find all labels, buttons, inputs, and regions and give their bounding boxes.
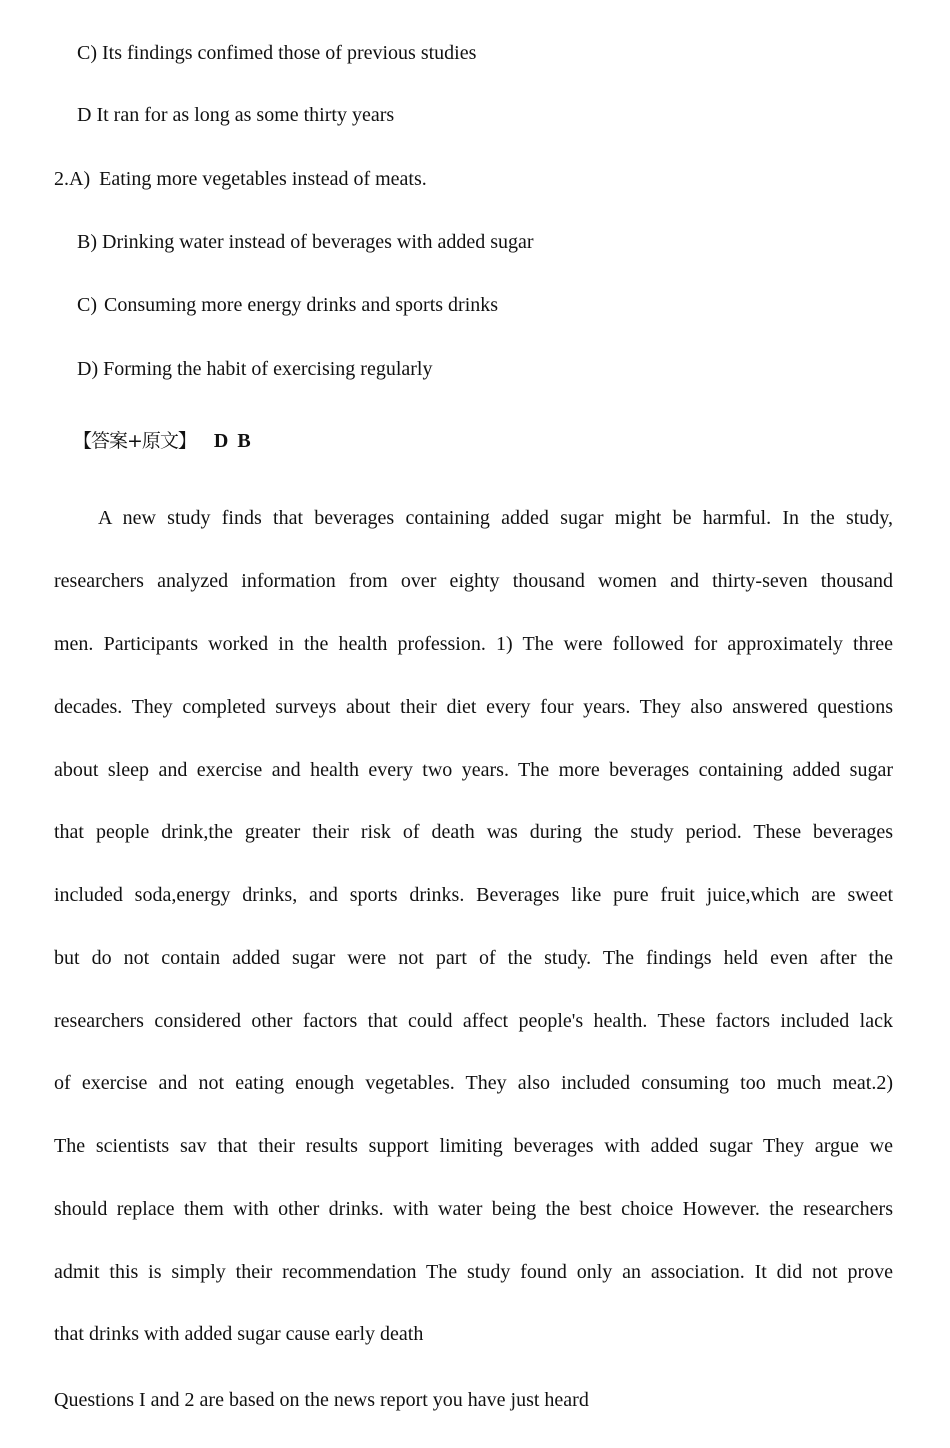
option-label: C) — [77, 294, 97, 316]
passage-line: researchers analyzed information from over eighty thousand women and thirty-seven thousand — [54, 570, 893, 592]
q2-option-c — [77, 293, 498, 317]
passage-line: should replace them with other drinks. with water being the best choice However. the researchers — [54, 1198, 893, 1220]
passage-line: The scientists sav that their results support limiting beverages with added sugar They argue we — [54, 1135, 893, 1157]
q1-option-d — [77, 103, 394, 127]
option-text: Its findings confimed those of previous studies — [102, 42, 477, 64]
passage-line: of exercise and not eating enough vegetables. They also included consuming too much meat.2) — [54, 1072, 893, 1094]
q2-option-d — [77, 357, 432, 381]
passage-line: A new study finds that beverages containing added sugar might be harmful. In the study, — [98, 507, 893, 529]
passage-line: included soda,energy drinks, and sports drinks. Beverages like pure fruit juice,which are sweet — [54, 884, 893, 906]
option-label: B) — [77, 231, 97, 253]
answer-label: 【答案+原文】 — [73, 430, 196, 452]
passage-line: men. Participants worked in the health profession. 1) The were followed for approximately three — [54, 633, 893, 655]
q2-option-a — [54, 167, 427, 191]
option-label: D) — [77, 358, 99, 380]
option-label: D — [77, 104, 92, 126]
option-text: Forming the habit of exercising regularly — [103, 358, 433, 380]
option-text: Consuming more energy drinks and sports drinks — [104, 294, 499, 316]
question-number: 2. — [54, 168, 69, 190]
option-text: Drinking water instead of beverages with added sugar — [102, 231, 534, 253]
option-label: A) — [69, 168, 91, 190]
option-text: It ran for as long as some thirty years — [96, 104, 395, 126]
passage-line: that people drink,the greater their risk of death was during the study period. These beverages — [54, 821, 893, 843]
option-label: C) — [77, 42, 97, 64]
section-footer-note: Questions I and 2 are based on the news report you have just heard — [54, 1389, 589, 1411]
answer-keys: D B — [213, 430, 253, 452]
passage-line: admit this is simply their recommendation The study found only an association. It did not prove — [54, 1261, 893, 1283]
passage-line: about sleep and exercise and health every two years. The more beverages containing added sugar — [54, 759, 893, 781]
option-text: Eating more vegetables instead of meats. — [99, 168, 427, 190]
q1-option-c — [77, 41, 476, 65]
q2-option-b — [77, 230, 534, 254]
answer-line — [73, 429, 253, 453]
passage-line: but do not contain added sugar were not part of the study. The findings held even after the — [54, 947, 893, 969]
passage-line: researchers considered other factors that could affect people's health. These factors included lack — [54, 1010, 893, 1032]
passage-line: that drinks with added sugar cause early death — [54, 1323, 424, 1345]
passage-line: decades. They completed surveys about their diet every four years. They also answered questions — [54, 696, 893, 718]
